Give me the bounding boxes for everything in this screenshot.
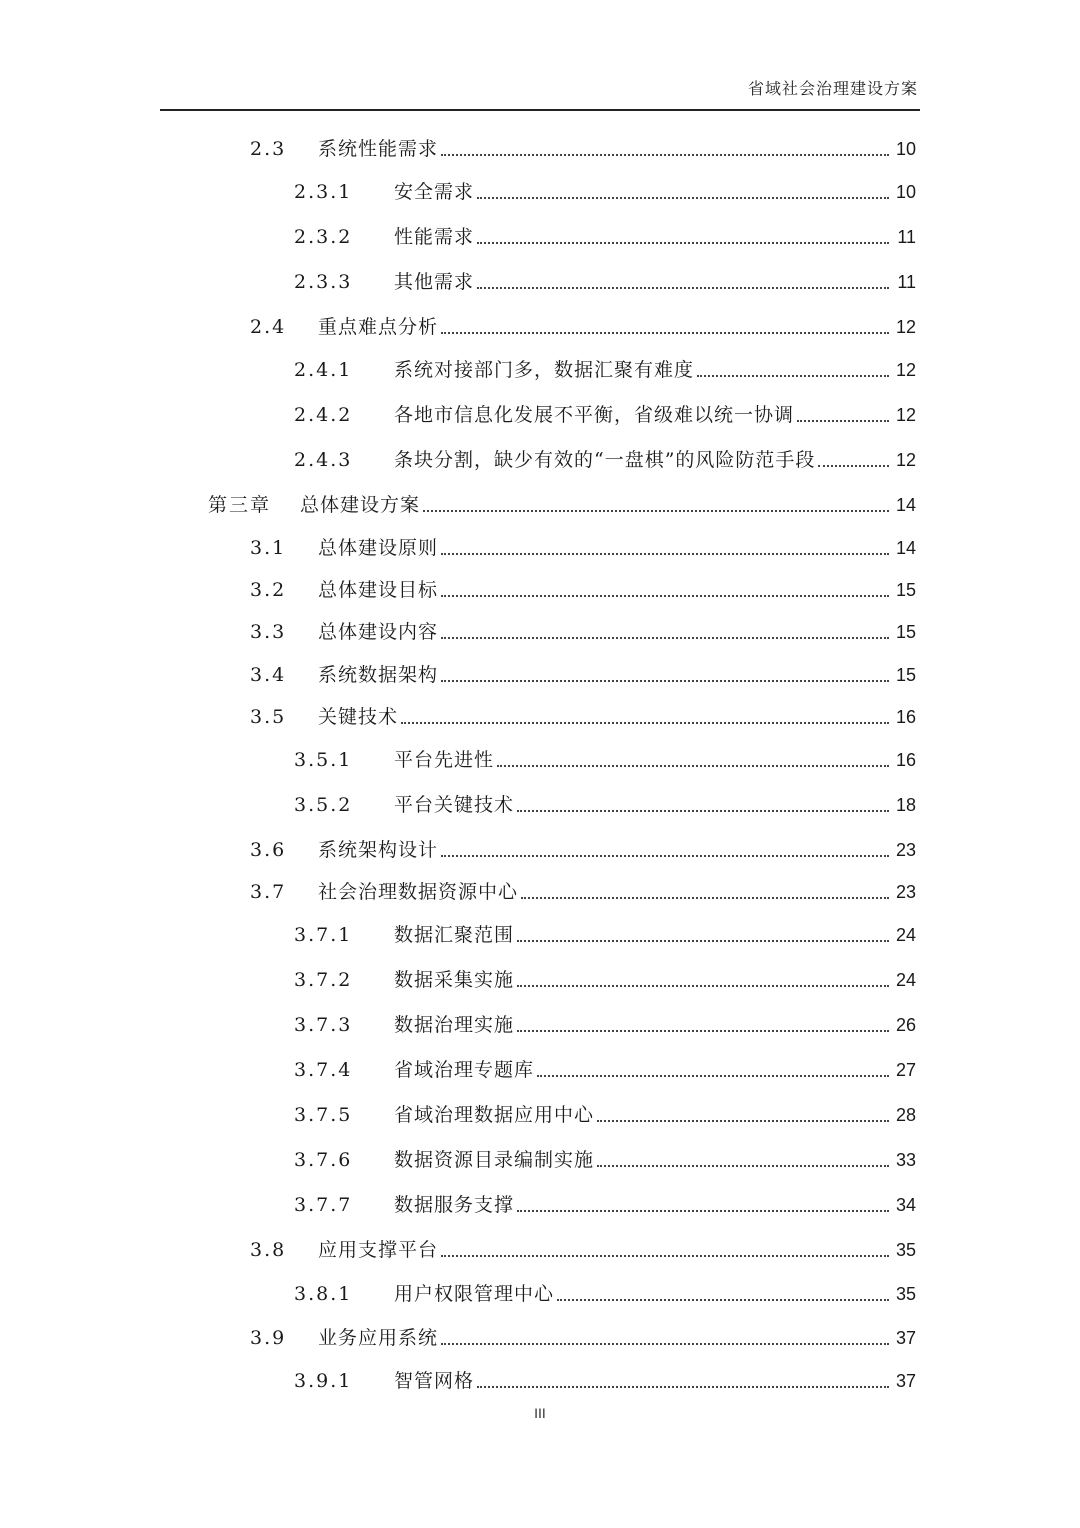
toc-entry-page: 35 (895, 1240, 916, 1260)
toc-entry-page: 26 (895, 1015, 916, 1035)
toc-leader-dots (441, 595, 889, 597)
toc-entry[interactable] (250, 1232, 916, 1262)
toc-entry-number: 3.7.4 (294, 1059, 353, 1081)
toc-entry-title: 总体建设内容 (318, 621, 439, 643)
toc-entry-title: 总体建设原则 (318, 537, 439, 559)
toc-entry[interactable] (208, 487, 916, 517)
toc-entry-page: 24 (895, 970, 916, 990)
toc-entry-number: 2.3.2 (294, 226, 353, 248)
toc-entry-title: 总体建设目标 (318, 579, 439, 601)
toc-entry-number: 2.3.3 (294, 271, 353, 293)
toc-entry-page: 24 (895, 925, 916, 945)
toc-entry-number: 3.7.6 (294, 1149, 353, 1171)
toc-entry[interactable] (250, 657, 916, 687)
toc-leader-dots (517, 985, 889, 987)
toc-entry-page: 37 (895, 1371, 916, 1391)
toc-entry-number: 2.4.1 (294, 359, 353, 381)
toc-entry-number: 3.3 (250, 621, 287, 643)
toc-entry-page: 14 (895, 495, 916, 515)
toc-entry-title: 系统架构设计 (318, 839, 439, 861)
toc-entry[interactable] (294, 397, 916, 427)
footer-page-number: III (534, 1405, 546, 1421)
toc-entry-page: 27 (895, 1060, 916, 1080)
toc-entry-number: 3.8.1 (294, 1283, 353, 1305)
toc-entry[interactable] (250, 309, 916, 339)
toc-entry-number: 2.4.3 (294, 449, 353, 471)
toc-entry-page: 16 (895, 750, 916, 770)
toc-entry-number: 3.9.1 (294, 1370, 353, 1392)
toc-entry[interactable] (294, 787, 916, 817)
toc-entry-title: 平台先进性 (394, 749, 495, 771)
toc-entry-title: 数据汇聚范围 (394, 924, 515, 946)
toc-entry-page: 11 (897, 227, 916, 247)
toc-leader-dots (441, 855, 889, 857)
toc-entry-number: 3.9 (250, 1327, 287, 1349)
toc-entry-title: 关键技术 (318, 706, 399, 728)
toc-entry-number: 3.7.1 (294, 924, 353, 946)
toc-entry[interactable] (250, 832, 916, 862)
toc-entry[interactable] (294, 352, 916, 382)
toc-leader-dots (517, 810, 889, 812)
toc-entry[interactable] (294, 742, 916, 772)
toc-entry[interactable] (250, 530, 916, 560)
toc-entry-title: 业务应用系统 (318, 1327, 439, 1349)
toc-leader-dots (597, 1120, 889, 1122)
toc-entry-title: 省域治理数据应用中心 (394, 1104, 595, 1126)
toc-entry-title: 数据治理实施 (394, 1014, 515, 1036)
toc-entry-title: 安全需求 (394, 181, 475, 203)
toc-entry-number: 第三章 (208, 494, 272, 516)
toc-entry-number: 3.7.2 (294, 969, 353, 991)
toc-entry-number: 2.4 (250, 316, 287, 338)
toc-entry-number: 2.3.1 (294, 181, 353, 203)
header-rule (160, 109, 920, 111)
toc-entry-page: 37 (895, 1328, 916, 1348)
toc-entry-title: 数据资源目录编制实施 (394, 1149, 595, 1171)
toc-entry-page: 28 (895, 1105, 916, 1125)
toc-entry[interactable] (294, 174, 916, 204)
toc-entry-number: 3.5.2 (294, 794, 353, 816)
toc-leader-dots (517, 1030, 889, 1032)
toc-leader-dots (441, 637, 889, 639)
toc-entry[interactable] (250, 572, 916, 602)
toc-entry-number: 3.5.1 (294, 749, 353, 771)
toc-entry-page: 23 (895, 882, 916, 902)
toc-entry-title: 系统性能需求 (318, 138, 439, 160)
toc-entry-number: 2.3 (250, 138, 287, 160)
toc-leader-dots (441, 332, 889, 334)
toc-entry[interactable] (294, 1097, 916, 1127)
toc-leader-dots (441, 1255, 889, 1257)
toc-leader-dots (477, 1386, 889, 1388)
toc-entry-number: 3.5 (250, 706, 287, 728)
running-header-title: 省域社会治理建设方案 (747, 79, 918, 98)
toc-entry-number: 3.8 (250, 1239, 287, 1261)
toc-entry-page: 14 (895, 538, 916, 558)
toc-entry-number: 3.6 (250, 839, 287, 861)
toc-entry-page: 10 (895, 139, 916, 159)
toc-entry-number: 3.2 (250, 579, 287, 601)
toc-leader-dots (697, 375, 889, 377)
toc-entry-title: 重点难点分析 (318, 316, 439, 338)
toc-leader-dots (521, 897, 889, 899)
toc-entry[interactable] (294, 1363, 916, 1393)
toc-leader-dots (477, 287, 889, 289)
toc-entry-title: 性能需求 (394, 226, 475, 248)
toc-leader-dots (441, 154, 889, 156)
toc-entry-title: 平台关键技术 (394, 794, 515, 816)
toc-entry-page: 18 (895, 795, 916, 815)
toc-entry-title: 省域治理专题库 (394, 1059, 535, 1081)
toc-entry[interactable] (250, 699, 916, 729)
toc-entry-page: 12 (895, 360, 916, 380)
toc-entry-number: 3.7 (250, 881, 287, 903)
toc-entry[interactable] (294, 962, 916, 992)
toc-entry-title: 智管网格 (394, 1370, 475, 1392)
toc-leader-dots (517, 940, 889, 942)
toc-entry-title: 社会治理数据资源中心 (318, 881, 519, 903)
toc-entry-page: 12 (895, 317, 916, 337)
toc-entry-title: 条块分割，缺少有效的“一盘棋”的风险防范手段 (394, 449, 816, 471)
toc-entry-page: 15 (895, 665, 916, 685)
toc-entry-page: 12 (895, 450, 916, 470)
toc-leader-dots (441, 680, 889, 682)
toc-entry-number: 2.4.2 (294, 404, 353, 426)
toc-leader-dots (517, 1210, 889, 1212)
toc-entry-page: 15 (895, 622, 916, 642)
toc-entry[interactable] (250, 614, 916, 644)
toc-entry[interactable] (294, 1052, 916, 1082)
toc-entry-page: 12 (895, 405, 916, 425)
toc-leader-dots (423, 510, 889, 512)
toc-entry[interactable] (250, 1320, 916, 1350)
toc-entry[interactable] (294, 442, 916, 472)
toc-entry-title: 数据采集实施 (394, 969, 515, 991)
toc-entry[interactable] (294, 917, 916, 947)
toc-entry-title: 各地市信息化发展不平衡，省级难以统一协调 (394, 404, 795, 426)
toc-entry-number: 3.7.7 (294, 1194, 353, 1216)
toc-entry-page: 15 (895, 580, 916, 600)
toc-entry-page: 10 (895, 182, 916, 202)
toc-leader-dots (557, 1299, 889, 1301)
toc-leader-dots (477, 197, 889, 199)
toc-entry-page: 11 (897, 272, 916, 292)
toc-entry-page: 16 (895, 707, 916, 727)
toc-entry-title: 总体建设方案 (300, 494, 421, 516)
toc-entry[interactable] (250, 874, 916, 904)
toc-leader-dots (818, 465, 889, 467)
toc-entry-number: 3.7.5 (294, 1104, 353, 1126)
toc-entry-page: 35 (895, 1284, 916, 1304)
toc-entry[interactable] (294, 1276, 916, 1306)
toc-leader-dots (401, 722, 889, 724)
toc-entry-page: 34 (895, 1195, 916, 1215)
toc-entry-number: 3.1 (250, 537, 287, 559)
toc-entry-page: 33 (895, 1150, 916, 1170)
toc-entry[interactable] (250, 131, 916, 161)
toc-entry[interactable] (294, 1142, 916, 1172)
toc-entry[interactable] (294, 264, 916, 294)
toc-leader-dots (441, 1343, 889, 1345)
toc-entry-title: 系统对接部门多，数据汇聚有难度 (394, 359, 695, 381)
toc-entry-title: 系统数据架构 (318, 664, 439, 686)
toc-entry-title: 应用支撑平台 (318, 1239, 439, 1261)
toc-entry-number: 3.4 (250, 664, 287, 686)
toc-entry[interactable] (294, 219, 916, 249)
toc-entry-number: 3.7.3 (294, 1014, 353, 1036)
toc-entry-title: 数据服务支撑 (394, 1194, 515, 1216)
toc-leader-dots (537, 1075, 889, 1077)
toc-leader-dots (497, 765, 889, 767)
toc-entry[interactable] (294, 1007, 916, 1037)
toc-leader-dots (597, 1165, 889, 1167)
toc-leader-dots (797, 420, 889, 422)
toc-entry-title: 其他需求 (394, 271, 475, 293)
toc-entry-title: 用户权限管理中心 (394, 1283, 555, 1305)
toc-leader-dots (441, 553, 889, 555)
toc-leader-dots (477, 242, 889, 244)
toc-entry-page: 23 (895, 840, 916, 860)
toc-entry[interactable] (294, 1187, 916, 1217)
